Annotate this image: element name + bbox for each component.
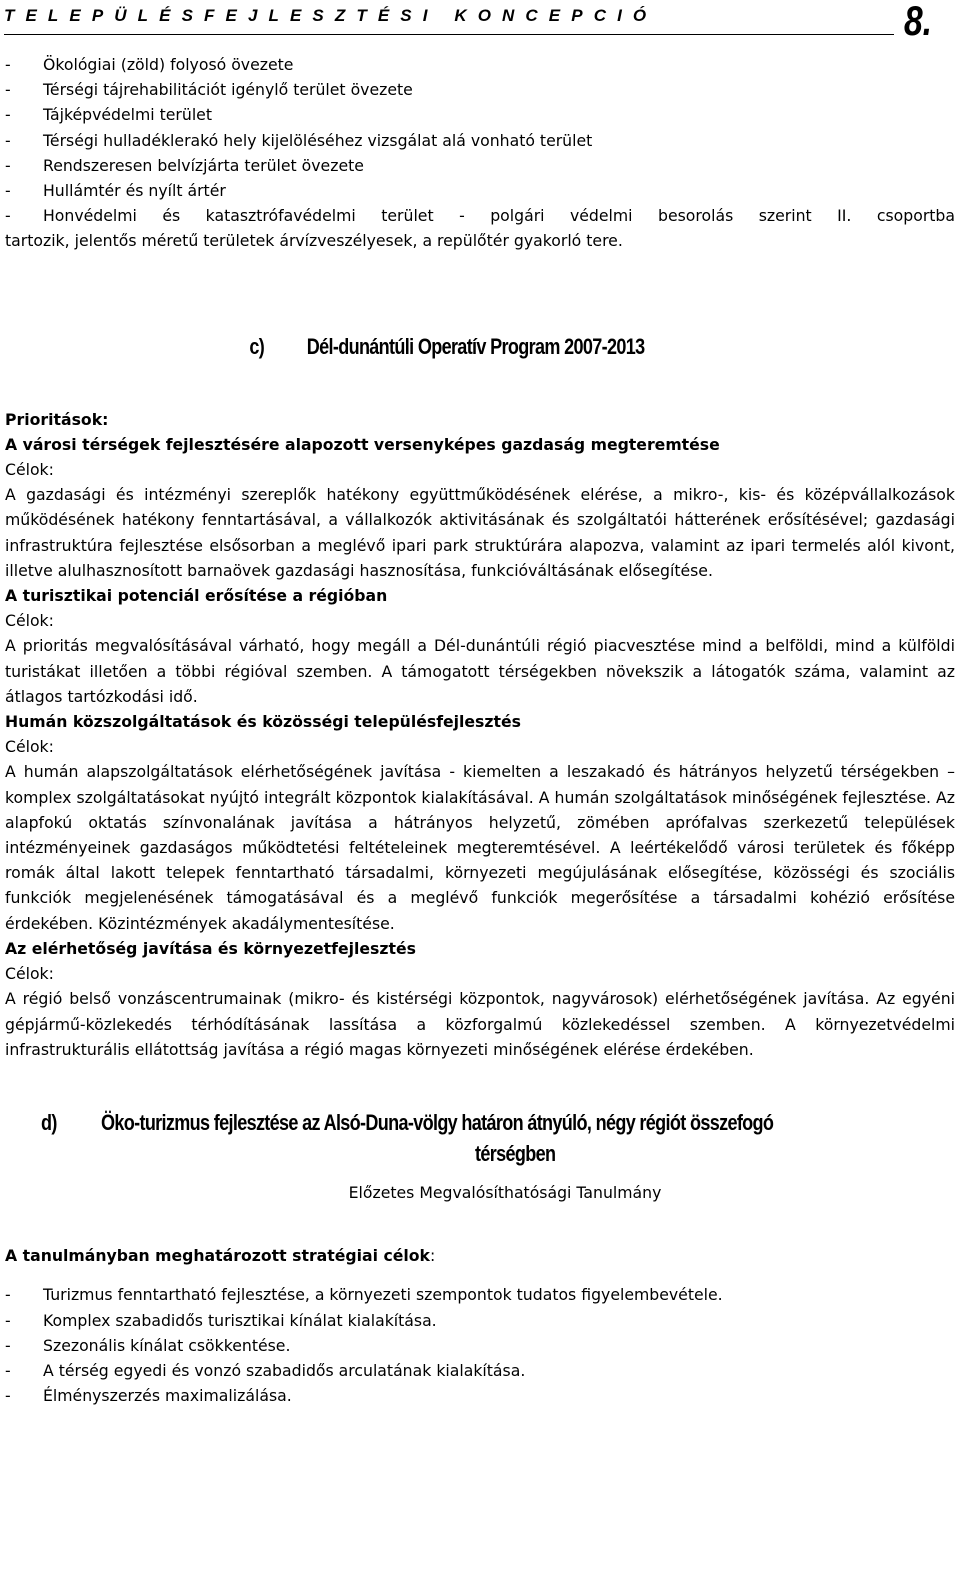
- page-content: [5, 52, 955, 1408]
- list-item: - Térségi hulladéklerakó hely kijelöléséhez vizsgálat alá vonható terület: [5, 130, 593, 150]
- goals-label: Célok:: [5, 611, 54, 631]
- priority-text: A régió belső vonzáscentrumainak (mikro- és kistérségi központok, nagyvárosok) elérhetőségének javítása. Az egyéni gépjármű-közlekedés térhódításának lassítása a közforgalmú közlekedéssel szemben. A környezetvédelmi infrastrukturális ellátottság javítása a régió magas környezeti minőségének elérése érdekében.: [5, 989, 955, 1059]
- section-c-heading: [5, 334, 784, 360]
- priorities-label: Prioritások:: [5, 409, 109, 429]
- intro-list: [5, 52, 955, 254]
- section-d-letter: d): [41, 1109, 57, 1135]
- section-d-subtitle: Előzetes Megvalósíthatósági Tanulmány: [348, 1182, 662, 1202]
- strategic-goals-heading: A tanulmányban meghatározott stratégiai célok:: [5, 1246, 436, 1266]
- page-header: [4, 4, 894, 35]
- section-d-title-line2: térségben: [475, 1140, 556, 1166]
- list-item: - Komplex szabadidős turisztikai kínálat kialakítása.: [5, 1310, 437, 1330]
- list-item: - Rendszeresen belvízjárta terület övezete: [5, 155, 364, 175]
- priority-text: A gazdasági és intézményi szereplők hatékony együttműködésének elérése, a mikro-, kis- és középvállalkozások működésének hatékony fenntartásával, a vállalkozók aktivitásának és szolgáltatói hátterének erősítésével; gazdasági infrastruktúra fejlesztése elsősorban a meglévő ipari park struktúrára alapozva, valamint az ipari termelés alól kivont, illetve alulhasznosított barnaövek gazdasági hasznosítása, funkcióváltásának elősegítése.: [5, 485, 955, 580]
- document-title: TELEPÜLÉSFEJLESZTÉSI KONCEPCIÓ: [4, 6, 658, 25]
- page-number: 8.: [904, 0, 933, 44]
- priority-title: A turisztikai potenciál erősítése a régióban: [5, 586, 388, 606]
- section-d-title-line1: Öko-turizmus fejlesztése az Alsó-Duna-völgy határon átnyúló, négy régiót összefogó: [101, 1109, 774, 1135]
- list-item: - Szezonális kínálat csökkentése.: [5, 1335, 291, 1355]
- strategic-goals-list: [5, 1282, 955, 1408]
- list-item: - Ökológiai (zöld) folyosó övezete: [5, 55, 294, 74]
- section-c-letter: c): [249, 333, 265, 359]
- list-item: - Tájképvédelmi terület: [5, 105, 212, 125]
- priority-title: Humán közszolgáltatások és közösségi településfejlesztés: [5, 712, 522, 732]
- section-d-heading: [5, 1110, 955, 1170]
- goals-label: Célok:: [5, 964, 54, 984]
- list-item: - Honvédelmi és katasztrófavédelmi terület - polgári védelmi besorolás szerint II. csoportba: [5, 206, 955, 226]
- goals-label: Célok:: [5, 460, 54, 480]
- priority-title: A városi térségek fejlesztésére alapozott versenyképes gazdaság megteremtése: [5, 434, 720, 454]
- priority-text: A prioritás megvalósításával várható, hogy megáll a Dél-dunántúli régió piacvesztése mind a belföldi, mind a külföldi turistákat illetően a többi régióval szemben. A támogatott térségekben növekszik a látogatók száma, valamint az átlagos tartózkodási idő.: [5, 636, 955, 706]
- list-item: - Hullámtér és nyílt ártér: [5, 181, 226, 201]
- list-item: - Térségi tájrehabilitációt igénylő terület övezete: [5, 80, 413, 100]
- section-c-title: Dél-dunántúli Operatív Program 2007-2013: [306, 333, 645, 359]
- goals-label: Célok:: [5, 737, 54, 757]
- list-item: - Élményszerzés maximalizálása.: [5, 1386, 292, 1406]
- list-item-continuation: tartozik, jelentős méretű területek árvízveszélyesek, a repülőtér gyakorló tere.: [5, 231, 623, 251]
- priority-text: A humán alapszolgáltatások elérhetőségének javítása - kiemelten a leszakadó és hátrányos helyzetű térségekben – komplex szolgáltatásokat nyújtó integrált központok kialakításával. A humán szolgáltatások minőségének fejlesztése. Az alapfokú oktatás színvonalának javítása a hátrányos helyzetű, zömében aprófalvas szerkezetű települések intézményeinek gazdaságos működtetési feltételeinek megteremtésével. A leértékelődő városi területek és főképp romák által lakott telepek fenntartható társadalmi, környezeti megújulásának elősegítése, közösségi és szociális funkciók megjelenésének támogatásával és a meglévő funkciók megerősítése a társadalmi kohézió erősítése érdekében. Közintézmények akadálymentesítése.: [5, 762, 955, 933]
- list-item: - A térség egyedi és vonzó szabadidős arculatának kialakítása.: [5, 1360, 526, 1380]
- priority-title: Az elérhetőség javítása és környezetfejlesztés: [5, 938, 416, 958]
- list-item: - Turizmus fenntartható fejlesztése, a környezeti szempontok tudatos figyelembevétele.: [5, 1285, 723, 1305]
